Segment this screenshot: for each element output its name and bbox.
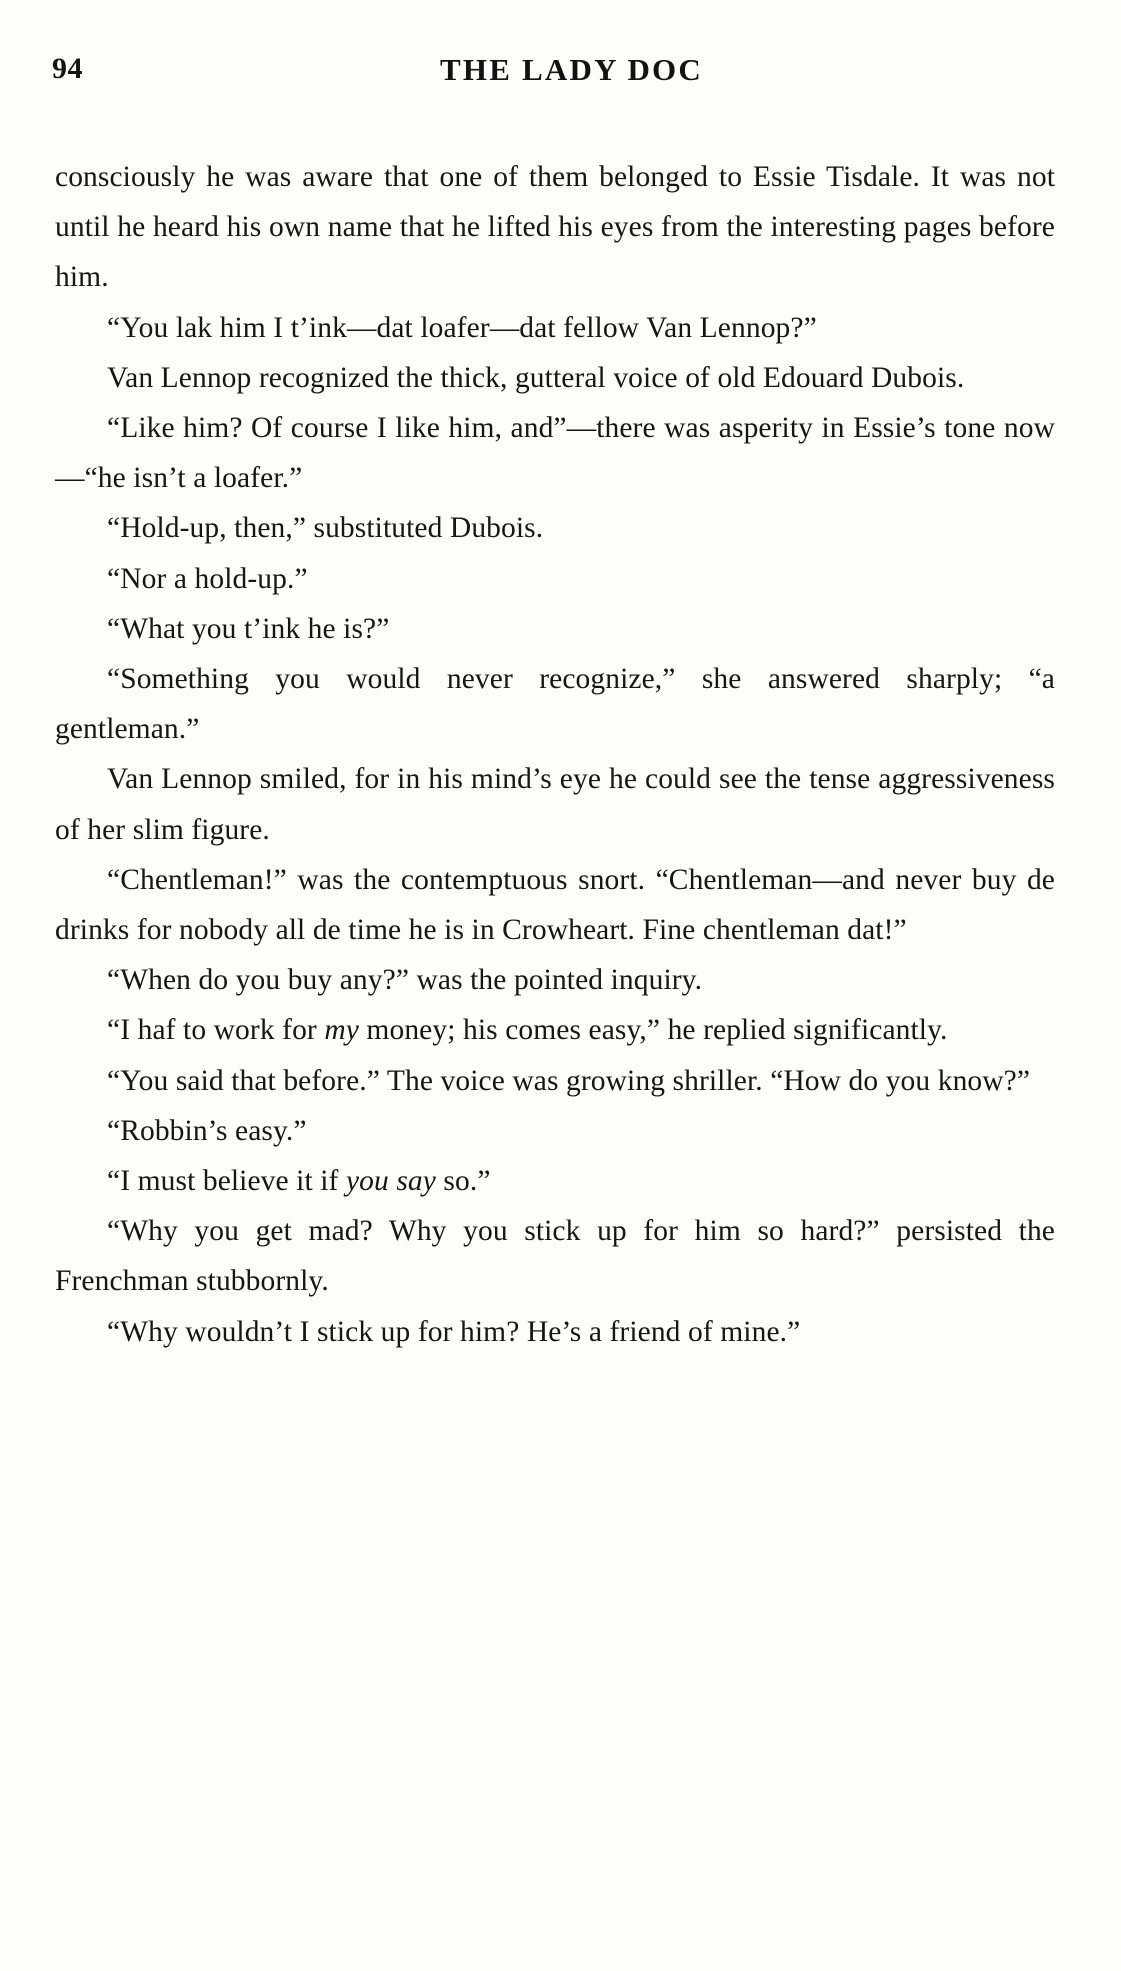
paragraph: “Something you would never recognize,” she answered sharply; “a gentleman.” [55,663,1055,746]
paragraph: Van Lennop smiled, for in his mind’s eye he could see the tense aggressiveness of her slim figure. [55,763,1055,846]
paragraph: “I haf to work for my money; his comes easy,” he replied significantly. [107,1014,948,1047]
paragraph: “Hold-up, then,” substituted Dubois. [107,512,544,545]
paragraph: consciously he was aware that one of them belonged to Essie Tisdale. It was not until he heard his own name that he lifted his eyes from the interesting pages before him. [55,161,1055,294]
paragraph: “Chentleman!” was the contemptuous snort. “Chentleman—and never buy de drinks for nobody all de time he is in Crowheart. Fine chentleman dat!” [55,863,1055,947]
page-number: 94 [52,52,83,85]
running-title: THE LADY DOC [440,52,703,87]
paragraph: “When do you buy any?” was the pointed inquiry. [107,964,703,997]
paragraph: “Like him? Of course I like him, and”—there was asperity in Essie’s tone now—“he isn’t a loafer.” [55,412,1055,495]
paragraph: “Why you get mad? Why you stick up for him so hard?” persisted the Frenchman stubbornly. [55,1215,1055,1298]
paragraph: “Why wouldn’t I stick up for him? He’s a friend of mine.” [107,1315,801,1348]
paragraph: “I must believe it if you say so.” [107,1165,491,1198]
paragraph: “What you t’ink he is?” [107,612,390,645]
body-text [55,152,1055,1357]
page-header [0,52,1121,98]
paragraph: “Nor a hold-up.” [107,562,308,595]
paragraph: “Robbin’s easy.” [107,1114,307,1147]
paragraph: “You lak him I t’ink—dat loafer—dat fellow Van Lennop?” [107,311,817,344]
paragraph: Van Lennop recognized the thick, gutteral voice of old Edouard Dubois. [107,361,965,394]
paragraph: “You said that before.” The voice was growing shriller. “How do you know?” [107,1064,1031,1097]
